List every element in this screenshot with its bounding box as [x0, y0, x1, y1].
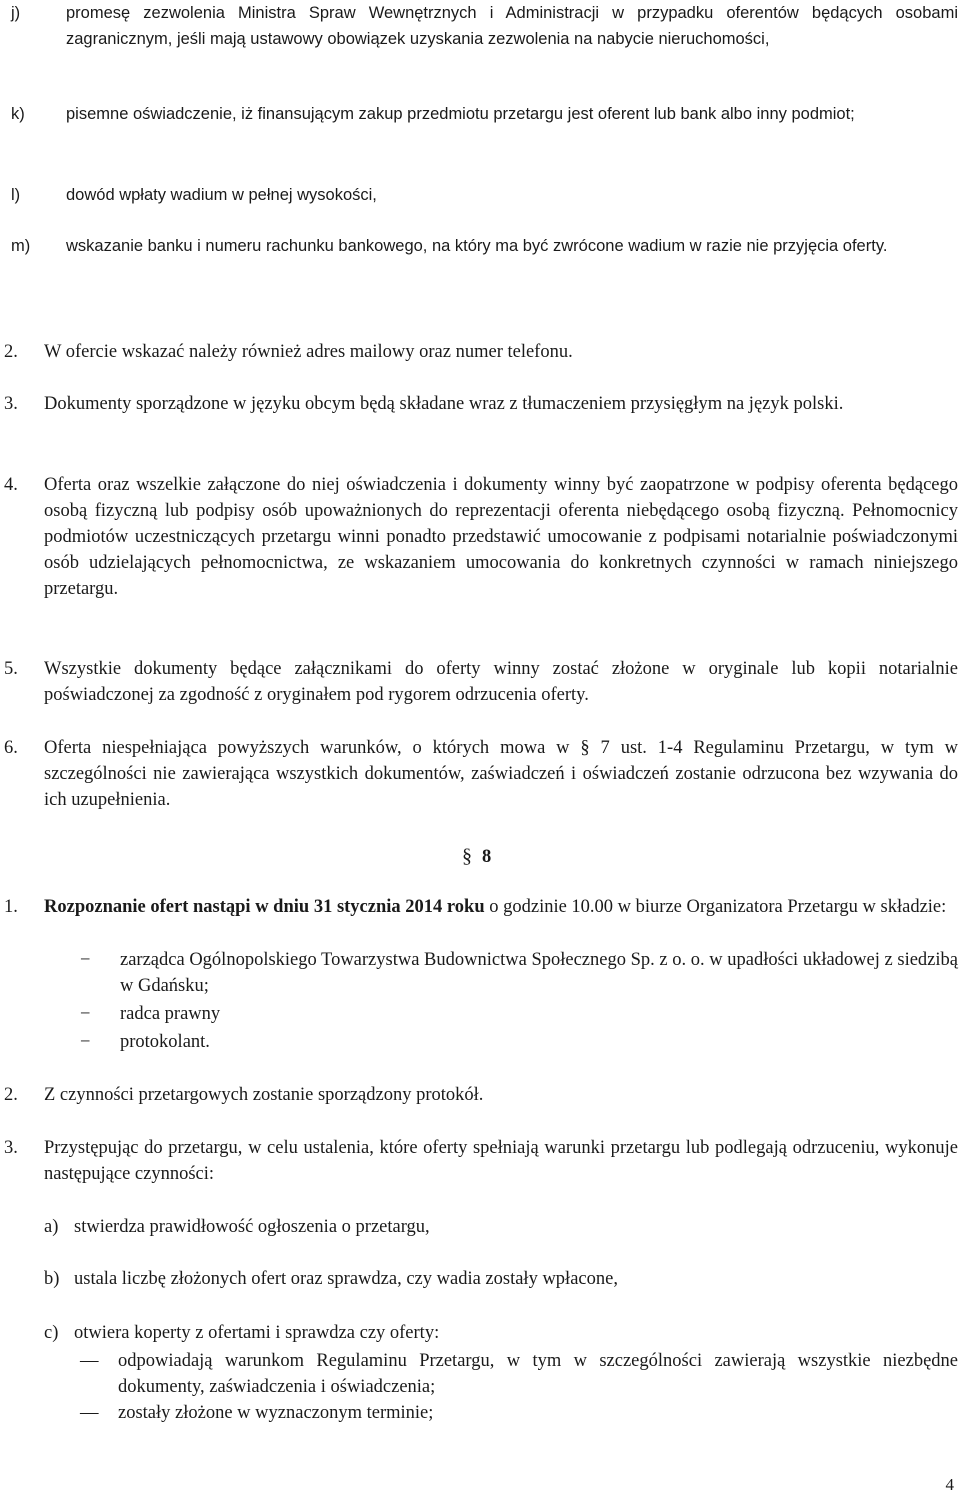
- dash-mark: —: [80, 1351, 99, 1371]
- s8-dash-1: [0, 947, 958, 999]
- list-label: j): [11, 4, 21, 22]
- letter-label: c): [44, 1323, 59, 1343]
- point-text: [44, 894, 958, 920]
- c-dash-1: [0, 1348, 958, 1400]
- point-label: 3.: [4, 394, 18, 414]
- point-6: [0, 735, 958, 813]
- dash-mark: —: [80, 1403, 99, 1423]
- list-item-j: [0, 0, 958, 52]
- dash-mark: −: [80, 1004, 91, 1024]
- point-text: W ofercie wskazać należy również adres mailowy oraz numer telefonu.: [44, 342, 573, 362]
- point-text: Oferta oraz wszelkie załączone do niej oświadczenia i dokumenty winny być zaopatrzone w podpisy oferenta będącego osobą fizyczną lub podpisy osób upoważnionych do reprezentacji oferenta niebędącego osobą fizyczną. Pełnomocnicy podmiotów uczestniczących przetargu winni ponadto przedstawić umocowanie z podpisami notarialnie poświadczonymi osób udzielających pełnomocnictwa, ze wskazaniem umocowania do konkretnych czynności w ramach niniejszego przetargu.: [44, 475, 958, 599]
- list-item-k: [0, 101, 958, 127]
- list-text: promesę zezwolenia Ministra Spraw Wewnętrznych i Administracji w przypadku oferentów będących osobami zagranicznym, jeśli mają ustawowy obowiązek uzyskania zezwolenia na nabycie nieruchomości,: [66, 4, 958, 48]
- s8-letter-a: [0, 1214, 958, 1240]
- dash-mark: −: [80, 1032, 91, 1052]
- point-rest-text: o godzinie 10.00 w biurze Organizatora Przetargu w składzie:: [484, 897, 947, 917]
- list-label: m): [11, 237, 31, 255]
- point-label: 4.: [4, 475, 18, 495]
- dash-text: protokolant.: [120, 1032, 210, 1052]
- point-4: [0, 472, 958, 602]
- letter-label: b): [44, 1269, 60, 1289]
- s8-letter-c: [0, 1320, 958, 1346]
- list-label: l): [11, 186, 21, 204]
- letter-text: otwiera koperty z ofertami i sprawdza czy oferty:: [74, 1323, 440, 1343]
- list-item-m: [0, 233, 958, 259]
- point-bold-text: Rozpoznanie ofert nastąpi w dniu 31 stycznia 2014 roku: [44, 897, 485, 917]
- list-item-l: [0, 182, 958, 208]
- section-sign: §: [462, 845, 472, 867]
- dash-text: zostały złożone w wyznaczonym terminie;: [118, 1403, 434, 1423]
- list-label: k): [11, 105, 25, 123]
- point-3: [0, 391, 958, 417]
- s8-dash-3: [0, 1029, 958, 1055]
- s8-letter-b: [0, 1266, 958, 1292]
- point-label: 1.: [4, 897, 18, 917]
- list-text: pisemne oświadczenie, iż finansującym zakup przedmiotu przetargu jest oferent lub bank albo inny podmiot;: [66, 105, 855, 123]
- dash-text: radca prawny: [120, 1004, 221, 1024]
- section-number: 8: [482, 847, 492, 867]
- letter-label: a): [44, 1217, 59, 1237]
- list-text: dowód wpłaty wadium w pełnej wysokości,: [66, 186, 377, 204]
- point-text: Dokumenty sporządzone w języku obcym będą składane wraz z tłumaczeniem przysięgłym na język polski.: [44, 394, 844, 414]
- dash-mark: −: [80, 950, 91, 970]
- s8-point-1: [0, 894, 958, 920]
- section-heading: [462, 843, 491, 870]
- point-label: 2.: [4, 342, 18, 362]
- point-text: Przystępując do przetargu, w celu ustalenia, które oferty spełniają warunki przetargu lub podlegają odrzuceniu, wykonuje następujące czynności:: [44, 1138, 958, 1184]
- c-dash-2: [0, 1400, 958, 1426]
- point-text: Oferta niespełniająca powyższych warunków, o których mowa w § 7 ust. 1-4 Regulaminu Przetargu, w tym w szczególności nie zawierająca wszystkich dokumentów, zaświadczeń i oświadczeń zostanie odrzucona bez wzywania do ich uzupełnienia.: [44, 738, 958, 810]
- point-2: [0, 339, 958, 365]
- list-text: wskazanie banku i numeru rachunku bankowego, na który ma być zwrócone wadium w razie nie przyjęcia oferty.: [66, 237, 888, 255]
- point-text: Wszystkie dokumenty będące załącznikami do oferty winny zostać złożone w oryginale lub kopii notarialnie poświadczonej za zgodność z oryginałem pod rygorem odrzucenia oferty.: [44, 659, 958, 705]
- s8-point-2: [0, 1082, 958, 1108]
- dash-text: zarządca Ogólnopolskiego Towarzystwa Budownictwa Społecznego Sp. z o. o. w upadłości układowej z siedzibą w Gdańsku;: [120, 950, 958, 996]
- letter-text: stwierdza prawidłowość ogłoszenia o przetargu,: [74, 1217, 430, 1237]
- point-label: 2.: [4, 1085, 18, 1105]
- page-number: 4: [945, 1475, 954, 1494]
- point-label: 6.: [4, 738, 18, 758]
- point-text: Z czynności przetargowych zostanie sporządzony protokół.: [44, 1085, 484, 1105]
- letter-text: ustala liczbę złożonych ofert oraz sprawdza, czy wadia zostały wpłacone,: [74, 1269, 618, 1289]
- dash-text: odpowiadają warunkom Regulaminu Przetargu, w tym w szczególności zawierają wszystkie niezbędne dokumenty, zaświadczenia i oświadczenia;: [118, 1351, 958, 1397]
- s8-point-3: [0, 1135, 958, 1187]
- s8-dash-2: [0, 1001, 958, 1027]
- point-label: 5.: [4, 659, 18, 679]
- point-5: [0, 656, 958, 708]
- point-label: 3.: [4, 1138, 18, 1158]
